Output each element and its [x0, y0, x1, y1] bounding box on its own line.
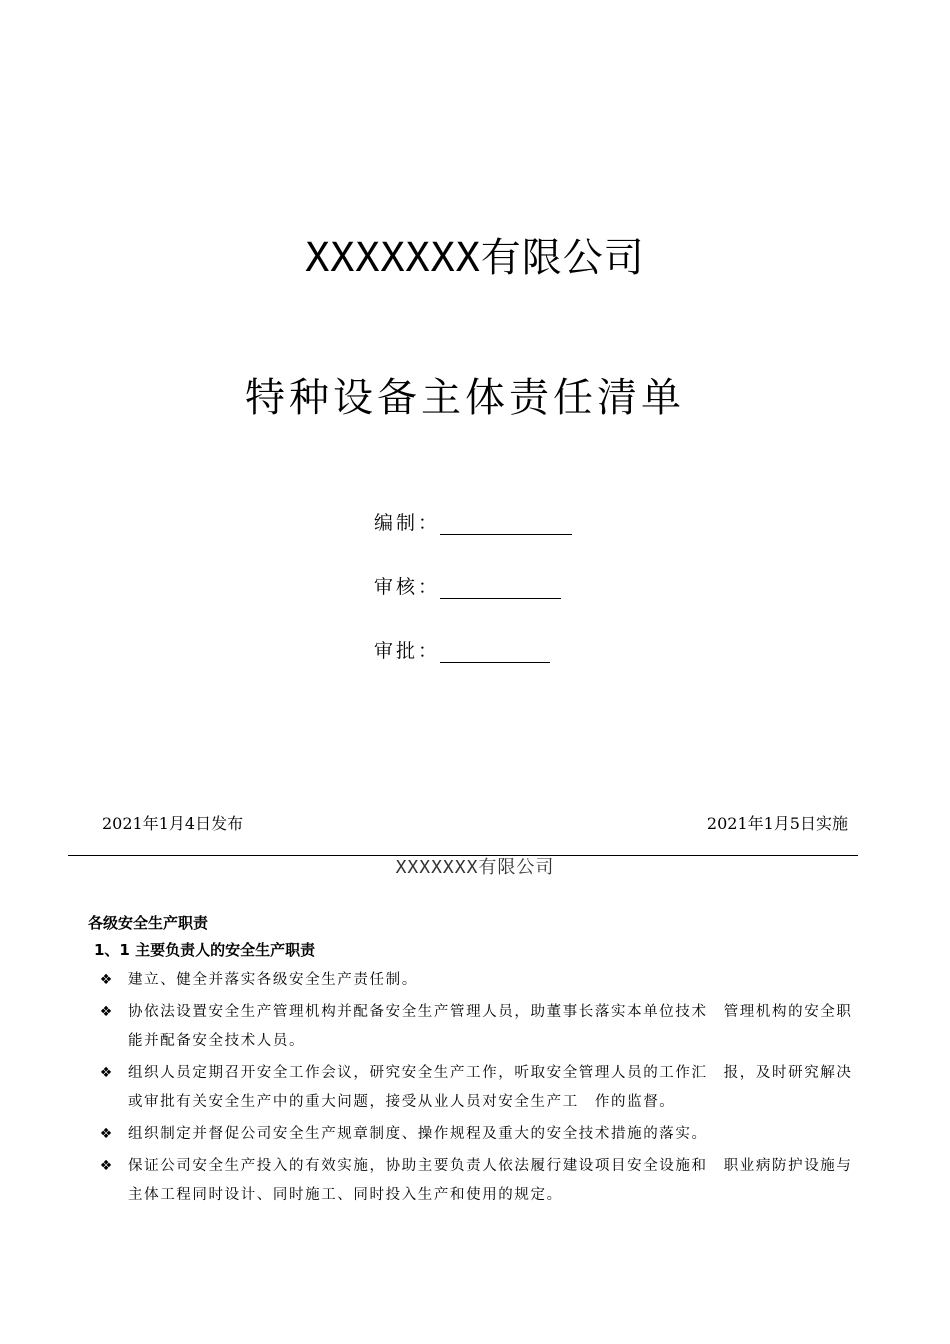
page-header-company: XXXXXXX有限公司 [395, 857, 555, 878]
effective-date: 2021年1月5日实施 [706, 814, 848, 833]
section-heading: 各级安全生产职责 [88, 914, 209, 932]
sign-field-label: 审批： [374, 640, 441, 662]
list-item [96, 1152, 856, 1210]
list-item-text: 建立、健全并落实各级安全生产责任制。 [128, 972, 418, 988]
signature-blank [440, 510, 572, 535]
sign-field-prepared [374, 508, 572, 534]
sign-field-approved [374, 636, 550, 662]
diamond-bullet-icon: ❖ [99, 1126, 113, 1142]
list-item-text: 保证公司安全生产投入的有效实施，协助主要负责人依法履行建设项目安全设施和 职业病防护设施与主体工程同时设计、同时施工、同时投入生产和使用的规定。 [128, 1158, 853, 1203]
list-item-text: 协依法设置安全生产管理机构并配备安全生产管理人员，助董事长落实本单位技术 管理机构的安全职能并配备安全技术人员。 [128, 1004, 853, 1049]
list-item [96, 998, 856, 1056]
signature-blank [440, 574, 561, 599]
diamond-bullet-icon: ❖ [99, 972, 113, 988]
sign-field-label: 编制： [374, 512, 441, 534]
list-item-text: 组织人员定期召开安全工作会议，研究安全生产工作，听取安全管理人员的工作汇 报，及时研究解决或审批有关安全生产中的重大问题，接受从业人员对安全生产工 作的监督。 [128, 1065, 853, 1110]
list-item [96, 1059, 856, 1117]
document-title: 特种设备主体责任清单 [245, 375, 685, 421]
sub-heading: 1、1 主要负责人的安全生产职责 [94, 941, 316, 959]
list-item-text: 组织制定并督促公司安全生产规章制度、操作规程及重大的安全技术措施的落实。 [128, 1126, 708, 1142]
diamond-bullet-icon: ❖ [99, 1065, 113, 1081]
signature-blank [440, 638, 550, 663]
sign-field-label: 审核： [374, 576, 441, 598]
publish-date: 2021年1月4日发布 [102, 814, 244, 833]
list-item [96, 966, 856, 995]
responsibility-list [96, 966, 856, 1213]
company-title: XXXXXXX有限公司 [305, 235, 645, 281]
list-item [96, 1120, 856, 1149]
diamond-bullet-icon: ❖ [99, 1004, 113, 1020]
diamond-bullet-icon: ❖ [99, 1158, 113, 1174]
sign-field-reviewed [374, 572, 561, 598]
